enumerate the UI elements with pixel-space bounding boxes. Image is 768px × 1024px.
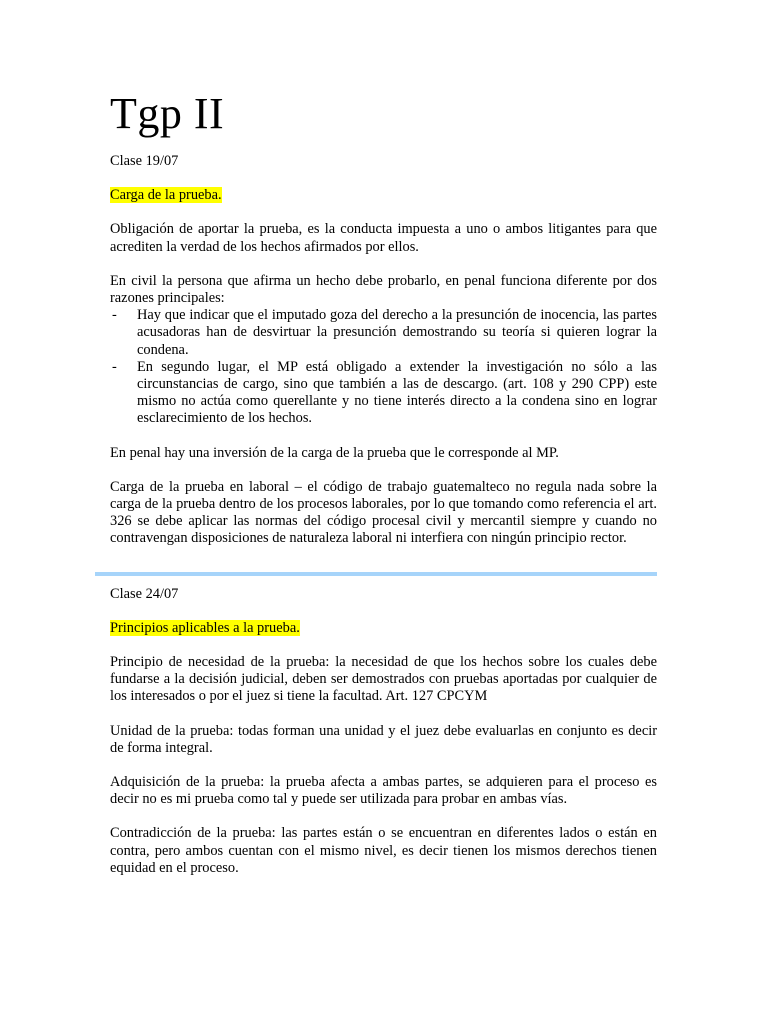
- section-divider: [95, 572, 657, 576]
- paragraph-unidad: Unidad de la prueba: todas forman una unidad y el juez debe evaluarlas en conjunto es decir de forma integral.: [110, 722, 657, 756]
- class-date-1: Clase 19/07: [110, 153, 179, 169]
- highlighted-heading-2: Principios aplicables a la prueba.: [110, 619, 300, 636]
- section-heading-2: [110, 620, 657, 637]
- class-date-2: Clase 24/07: [110, 585, 179, 602]
- paragraph-civil-penal: En civil la persona que afirma un hecho debe probarlo, en penal funciona diferente por dos razones principales:: [110, 272, 657, 307]
- document-title: Tgp II: [110, 89, 225, 138]
- list-item: - En segundo lugar, el MP está obligado a extender la investigación no sólo a las circunstancias de cargo, sino que también a las de descargo. (art. 108 y 290 CPP) este mismo no actúa como querellante y no tiene interés directo a la condena sino en lograr esclarecimiento de los hechos.: [110, 359, 657, 428]
- paragraph-necesidad: Principio de necesidad de la prueba: la necesidad de que los hechos sobre los cuales debe fundarse a la decisión judicial, deben ser demostrados con pruebas aportadas por cualquier de los interesados o por el juez si tiene la facultad. Art. 127 CPCYM: [110, 654, 657, 705]
- section-heading-1: [110, 187, 657, 204]
- paragraph-definition: Obligación de aportar la prueba, es la conducta impuesta a uno o ambos litigantes para que acrediten la verdad de los hechos afirmados por ellos.: [110, 221, 657, 255]
- paragraph-adquisicion: Adquisición de la prueba: la prueba afecta a ambas partes, se adquieren para el proceso es decir no es mi prueba como tal y puede ser utilizada para probar en ambas vías.: [110, 774, 657, 808]
- list-item: - Hay que indicar que el imputado goza del derecho a la presunción de inocencia, las partes acusadoras han de desvirtuar la presunción demostrando su teoría si quieren lograr la condena.: [110, 307, 657, 359]
- paragraph-laboral: Carga de la prueba en laboral – el código de trabajo guatemalteco no regula nada sobre la carga de la prueba dentro de los procesos laborales, por lo que tomando como referencia el art. 326 se debe aplicar las normas del código procesal civil y mercantil siempre y cuando no contravengan disposiciones de naturaleza laboral ni interfiera con ningún principio rector.: [110, 478, 657, 547]
- reasons-list: [110, 307, 657, 427]
- highlighted-heading-1: Carga de la prueba.: [110, 187, 222, 204]
- paragraph-contradiccion: Contradicción de la prueba: las partes están o se encuentran en diferentes lados o están en contra, pero ambos cuentan con el mismo nivel, es decir tienen los mismos derechos tienen equidad en el proceso.: [110, 825, 657, 876]
- paragraph-inversion: En penal hay una inversión de la carga de la prueba que le corresponde al MP.: [110, 444, 559, 461]
